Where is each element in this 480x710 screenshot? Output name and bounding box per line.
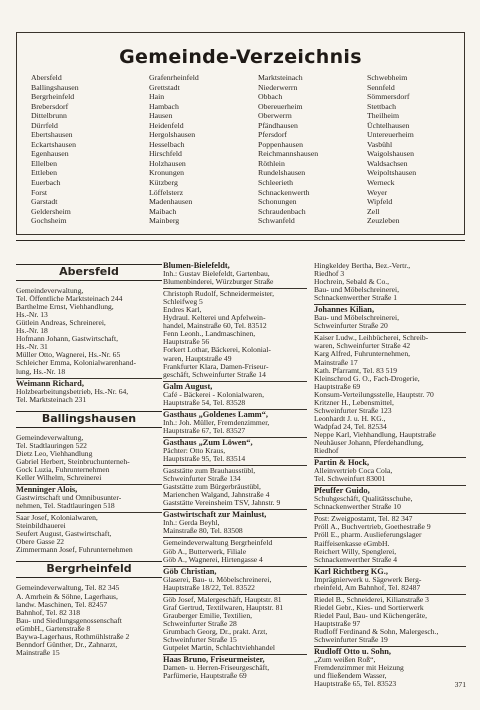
listing-line: Inh.: Joh. Müller, Fremdenzimmer, [163, 418, 270, 427]
spacer [16, 554, 162, 559]
listing-line: Keller Wilhelm, Schreinerei [16, 473, 102, 482]
listing-line: Tel. Öffentliche Marktsteinach 244 [16, 295, 123, 304]
listing-line: Gock Luzia, Fuhrunternehmen [16, 465, 110, 474]
entry-divider [314, 566, 466, 567]
section-heading: Ballingshausen [16, 411, 162, 428]
listing-line: „Zum weißen Roß“, [314, 656, 376, 665]
listing-line: Café - Bäckerei - Kolonialwaren, [163, 390, 264, 399]
directory-entry: Maibach [149, 206, 177, 216]
listing-line: Schnackenwerther Straße 4 [314, 555, 398, 564]
listing-line: und fließendem Wasser, [314, 672, 387, 681]
listing-line: Baywa-Lagerhaus, Rothmühlstraße 2 [16, 632, 130, 641]
listing-line: Pröll E., pharm. Auslieferungslager [314, 531, 422, 540]
listing-line: Göb Josef, Malergeschäft, Hauptstr. 81 [163, 595, 282, 604]
listing-line: Saar Josef, Kolonialwaren, [16, 514, 98, 523]
directory-entry: Ettleben [31, 168, 57, 178]
listing-line: Schweinfurter Straße 134 [163, 475, 241, 484]
listing-line: Gaststätte zum Brauhausstübl, [163, 467, 256, 476]
directory-entry: Hirschfeld [149, 149, 182, 159]
directory-entry: Obereuerheim [258, 101, 303, 111]
directory-entry: Egenhausen [31, 149, 69, 159]
business-name: Gastwirtschaft zur Mainlust, [163, 511, 267, 520]
listing-line: Kleinschrod G. O., Fach-Drogerie, [314, 374, 420, 383]
directory-entry: Schleerieth [258, 178, 294, 188]
header-rule [16, 240, 465, 241]
business-name: Weimann Richard, [16, 379, 84, 388]
listing-line: rheinfeld, Am Bahnhof, Tel. 82487 [314, 583, 421, 592]
listing-line: Post: Zweigpostamt, Tel. 82 347 [314, 515, 413, 524]
listing-line: Gastwirtschaft und Omnibusunter- [16, 494, 122, 503]
listing-line: Kath. Pfarramt, Tel. 83 519 [314, 366, 398, 375]
directory-entry: Ballingshausen [31, 82, 79, 92]
directory-entry: Abersfeld [31, 73, 62, 82]
listing-line: Schleifweg 5 [163, 298, 203, 307]
directory-entry: Üchtelhausen [367, 120, 410, 130]
directory-entry: Madenhausen [149, 197, 193, 207]
listing-line: Schnackenwerther Straße 10 [314, 503, 401, 512]
listing-line: Dietz Leo, Viehhandlung [16, 449, 93, 458]
directory-entry: Grettstadt [149, 82, 180, 92]
listing-line: Hs.-Nr. 13 [16, 311, 48, 320]
directory-entry: Zeuzleben [367, 216, 400, 226]
directory-entry: Ellelben [31, 158, 57, 168]
listing-line: Parfümerie, Hauptstraße 69 [163, 672, 247, 681]
listing-line: nehmen, Tel. Stadtlauringen 518 [16, 502, 115, 511]
listing-line: lung, Hs.-Nr. 18 [16, 367, 66, 376]
listing-line: Obere Gasse 22 [16, 538, 65, 547]
listing-line: Holzbearbeitungsbetrieb, Hs.-Nr. 64, [16, 387, 129, 396]
listing-line: landw. Maschinen, Tel. 82457 [16, 600, 108, 609]
listing-line: Benndorf Günther, Dr., Zahnarzt, [16, 640, 118, 649]
directory-entry: Hesselbach [149, 139, 185, 149]
section-heading: Abersfeld [16, 264, 162, 281]
listing-line: Inh.: Gustav Bielefeldt, Gartenbau, [163, 270, 270, 279]
listing-line: Hs.-Nr. 31 [16, 343, 48, 352]
listing-line: Mainstraße 15 [16, 648, 60, 657]
directory-entry: Obbach [258, 92, 283, 102]
entry-divider [314, 594, 466, 595]
listing-line: Leonhardt J. u. H. KG., [314, 414, 386, 423]
directory-entry: Oberwerrn [258, 111, 292, 121]
listing-line: Wadpfad 24, Tel. 82534 [314, 422, 387, 431]
listing-line: Kritzner H., Lebensmittel, [314, 398, 394, 407]
listing-line: Hauptstraße 54, Tel. 83528 [163, 398, 246, 407]
entry-divider [163, 509, 307, 510]
listing-line: A. Amrhein & Söhne, Lagerhaus, [16, 592, 118, 601]
listing-line: Steinbildhauerei [16, 522, 66, 531]
listing-line: Hauptstraße 69 [314, 382, 361, 391]
directory-entry: Weipoltshausen [367, 168, 417, 178]
directory-entry: Weyer [367, 187, 388, 197]
listing-column-1 [16, 262, 162, 657]
listing-line: Alleinvertrieb Coca Cola, [314, 467, 393, 476]
directory-column-1 [31, 73, 79, 226]
directory-entry: Schnackenwerth [258, 187, 310, 197]
listing-line: waren, Schweinfurter Straße 42 [314, 342, 411, 351]
listing-line: Glaserei, Bau- u. Möbelschreinerei, [163, 575, 272, 584]
entry-divider [163, 381, 307, 382]
listing-line: Hauptstraße 97 [314, 619, 361, 628]
directory-entry: Waldsachsen [367, 158, 408, 168]
listing-line: Reichert Willy, Spenglerei, [314, 547, 397, 556]
spacer [16, 404, 162, 409]
business-name: Rudloff Otto u. Sohn, [314, 648, 392, 657]
directory-entry: Untereuerheim [367, 130, 414, 140]
page-number: 371 [454, 680, 466, 689]
section-heading: Bergrheinfeld [16, 561, 162, 578]
listing-line: Riedel B., Schneiderei, Kilianstraße 3 [314, 595, 429, 604]
listing-line: Riedel Paul, Bau- und Küchengeräte, [314, 611, 428, 620]
listing-line: Schweinfurter Straße 20 [314, 322, 388, 331]
listing-line: Marienchen Walgand, Jahnstraße 4 [163, 491, 270, 500]
listing-line: Riedhof [314, 447, 339, 456]
listing-line: Endres Karl, [163, 306, 202, 315]
listing-line: Grumbach Georg, Dr., prakt. Arzt, [163, 627, 268, 636]
directory-entry: Löffelsterz [149, 187, 184, 197]
listing-line: handel, Mainstraße 60, Tel. 83512 [163, 322, 267, 331]
directory-entry: Waigolshausen [367, 149, 415, 159]
directory-entry: Brebersdorf [31, 101, 69, 111]
directory-entry: Marktsteinach [258, 73, 303, 82]
business-name: Blumen-Bielefeldt, [163, 262, 230, 270]
listing-line: Schweinfurter Straße 123 [314, 406, 392, 415]
directory-title: Gemeinde-Verzeichnis [119, 46, 362, 68]
directory-entry: Poppenhausen [258, 139, 304, 149]
directory-entry: Schraudenbach [258, 206, 306, 216]
listing-line: Neuhäuser Johann, Pferdehandlung, [314, 438, 424, 447]
directory-entry: Hambach [149, 101, 179, 111]
directory-entry: Hausen [149, 111, 173, 121]
listing-line: Gemeindeverwaltung, Tel. 82 345 [16, 584, 120, 593]
directory-entry: Bergrheinfeld [31, 92, 75, 102]
listing-line: Bau- und Möbelschreinerei, [314, 314, 399, 323]
listing-line: Fremdenzimmer mit Heizung [314, 664, 404, 673]
directory-entry: Schwebheim [367, 73, 408, 82]
business-name: Pfeuffer Guido, [314, 487, 370, 496]
directory-column-2 [149, 73, 199, 226]
entry-divider [163, 566, 307, 567]
business-name: Partin & Hock, [314, 459, 370, 468]
listing-line: Hauptstraße 18/22, Tel. 83522 [163, 583, 255, 592]
directory-entry: Mainberg [149, 216, 180, 226]
directory-entry: Vasbühl [367, 139, 393, 149]
listing-line: Hofmann Johann, Gastwirtschaft, [16, 335, 119, 344]
listing-line: Mainstraße 17 [314, 358, 358, 367]
directory-entry: Eckartshausen [31, 139, 77, 149]
listing-line: Tel. Marktsteinach 231 [16, 395, 87, 404]
directory-entry: Schwanfeld [258, 216, 295, 226]
entry-divider [314, 513, 466, 514]
directory-entry: Ebertshausen [31, 130, 73, 140]
listing-line: Hauptstraße 65, Tel. 83523 [314, 680, 397, 689]
listing-line: Gütlein Andreas, Schreinerei, [16, 319, 106, 328]
listing-line: Bau- und Möbelschreinerei, [314, 286, 399, 295]
directory-entry: Dürrfeld [31, 120, 58, 130]
entry-divider [163, 594, 307, 595]
listing-line: Schweinfurter Straße 28 [163, 619, 237, 628]
directory-entry: Röthlein [258, 158, 285, 168]
listing-line: Inh.: Gerda Beyhl, [163, 519, 220, 528]
business-name: Göb Christian, [163, 567, 217, 576]
listing-line: Konsum-Verteilungsstelle, Hauptstr. 70 [314, 390, 434, 399]
listing-line: Schweinfurter Straße 19 [314, 636, 388, 645]
directory-entry: Garstadt [31, 197, 58, 207]
listing-line: geschäft, Schweinfurter Straße 14 [163, 370, 266, 379]
listing-line: eGmbH., Gartenstraße 8 [16, 624, 91, 633]
directory-entry: Grafenrheinfeld [149, 73, 199, 82]
entry-divider [314, 457, 466, 458]
listing-line: Imprägnierwerk u. Sägewerk Berg- [314, 575, 422, 584]
listing-line: Blumenbinderei, Würzburger Straße [163, 278, 274, 287]
listing-line: Gemeindeverwaltung, [16, 287, 84, 296]
directory-entry: Gochsheim [31, 216, 67, 226]
listing-column-3 [314, 262, 466, 688]
listing-line: Karg Alfred, Fuhrunternehmen, [314, 350, 411, 359]
business-name: Gasthaus „Zum Löwen“, [163, 438, 253, 447]
directory-box [16, 32, 465, 235]
directory-entry: Dittelbrunn [31, 111, 67, 121]
listing-line: Tel. Stadtlauringen 522 [16, 441, 87, 450]
directory-entry: Pfändhausen [258, 120, 298, 130]
entry-divider [314, 332, 466, 333]
listing-line: Hauptstraße 67, Tel. 83527 [163, 426, 246, 435]
listing-line: Frankfurter Klara, Damen-Friseur- [163, 362, 269, 371]
listing-line: waren, Hauptstraße 49 [163, 354, 232, 363]
listing-line: Forkert Lothar, Bäckerei, Kolonial- [163, 346, 271, 355]
listing-line: Gemeindeverwaltung, [16, 433, 84, 442]
business-name: Haas Bruno, Friseurmeister, [163, 656, 265, 665]
directory-entry: Niederwerrn [258, 82, 298, 92]
directory-entry: Geldersheim [31, 206, 71, 216]
business-name: Galm August, [163, 382, 213, 391]
listing-line: Damen- u. Herren-Friseurgeschäft, [163, 664, 270, 673]
entry-divider [163, 409, 307, 410]
directory-entry: Holzhausen [149, 158, 186, 168]
directory-entry: Sömmersdorf [367, 92, 410, 102]
listing-line: Zimmermann Josef, Fuhrunternehmen [16, 546, 133, 555]
listing-line: Gaststätte Vereinsheim TSV, Jahnstr. 9 [163, 499, 281, 508]
directory-entry: Theilheim [367, 111, 400, 121]
directory-entry: Zell [367, 206, 380, 216]
listing-line: Hauptstraße 56 [163, 338, 210, 347]
listing-line: Göb A., Wagnerei, Hirtengasse 4 [163, 555, 263, 564]
entry-divider [314, 485, 466, 486]
listing-line: Kaiser Ludw., Leihbücherei, Schreib- [314, 334, 429, 343]
listing-line: Raiffeisenkasse eGmbH. [314, 539, 390, 548]
directory-entry: Hain [149, 92, 165, 102]
listing-line: Schleicher Emma, Kolonialwarenhand- [16, 359, 136, 368]
business-name: Menninger Alois, [16, 486, 78, 495]
listing-line: Hingkeldey Bertha, Bez.-Vertr., [314, 262, 411, 270]
listing-line: Tel. Schweinfurt 83001 [314, 475, 386, 484]
listing-line: Riedel Gebr., Kies- und Sortierwerk [314, 603, 424, 612]
directory-entry: Heidenfeld [149, 120, 184, 130]
directory-entry: Pfersdorf [258, 130, 288, 140]
entry-divider [314, 304, 466, 305]
listing-line: Gaststätte zum Bürgerbräustübl, [163, 483, 261, 492]
entry-divider [163, 437, 307, 438]
directory-entry: Rundelshausen [258, 168, 306, 178]
entry-divider [163, 465, 307, 466]
listing-line: Barthelme Ernst, Viehhandlung, [16, 303, 114, 312]
listing-line: Fenn Leonh., Landmaschinen, [163, 330, 256, 339]
listing-line: Graf Gertrud, Textilwaren, Hauptstr. 81 [163, 603, 284, 612]
listing-line: Grauberger Emilie, Textilien, [163, 611, 253, 620]
directory-column-3 [258, 73, 318, 226]
entry-divider [16, 512, 162, 513]
listing-line: Müller Otto, Wagnerei, Hs.-Nr. 65 [16, 351, 121, 360]
listing-line: Bau- und Siedlungsgenossenschaft [16, 616, 122, 625]
directory-entry: Forst [31, 187, 48, 197]
directory-entry: Stettbach [367, 101, 397, 111]
entry-divider [163, 654, 307, 655]
directory-entry: Euerbach [31, 178, 61, 188]
listing-line: Schuhgeschäft, Qualitätsschuhe, [314, 495, 413, 504]
listing-line: Hauptstraße 95, Tel. 83514 [163, 455, 246, 464]
directory-entry: Sennfeld [367, 82, 395, 92]
entry-divider [16, 484, 162, 485]
directory-entry: Kronungen [149, 168, 185, 178]
entry-divider [163, 537, 307, 538]
directory-entry: Werneck [367, 178, 395, 188]
listing-column-2 [163, 262, 307, 680]
listing-line: Seufert August, Gastwirtschaft, [16, 530, 112, 539]
listing-line: Gemeindeverwaltung Bergrheinfeld [163, 539, 273, 548]
directory-entry: Wipfeld [367, 197, 393, 207]
listing-line: Göb A., Butterwerk, Filiale [163, 547, 247, 556]
listing-line: Hs.-Nr. 18 [16, 327, 48, 336]
listing-line: Neppe Karl, Viehhandlung, Hauptstraße [314, 430, 436, 439]
directory-entry: Kützberg [149, 178, 178, 188]
business-name: Johannes Kilian, [314, 306, 375, 315]
listing-line: Riedhof 3 [314, 270, 345, 279]
listing-line: Gutpelet Martin, Schlachtviehhandel [163, 644, 275, 653]
listing-line: Rudloff Ferdinand & Sohn, Malergesch., [314, 627, 439, 636]
directory-entry: Schonungen [258, 197, 297, 207]
listing-line: Gabriel Herbert, Steinbruchunterneh- [16, 457, 130, 466]
directory-entry: Hergolshausen [149, 130, 196, 140]
listing-line: Schweinfurter Straße 15 [163, 635, 237, 644]
directory-entry: Reichmannshausen [258, 149, 319, 159]
entry-divider [163, 288, 307, 289]
business-name: Gasthaus „Goldenes Lamm“, [163, 410, 268, 419]
directory-column-4 [367, 73, 416, 226]
listing-line: Schnackenwerther Straße 1 [314, 294, 398, 303]
business-name: Karl Richtberg KG., [314, 567, 388, 576]
listing-line: Christoph Rudolf, Schneidermeister, [163, 290, 275, 299]
listing-line: Mainstraße 80, Tel. 83508 [163, 527, 243, 536]
entry-divider [16, 378, 162, 379]
listing-line: Hochrein, Sebald & Co., [314, 278, 390, 287]
listing-line: Pröll A., Buchvertrieb, Goethestraße 9 [314, 523, 431, 532]
listing-line: Bahnhof, Tel. 82 318 [16, 608, 81, 617]
entry-divider [314, 646, 466, 647]
listing-line: Pächter: Otto Kraus, [163, 446, 226, 455]
listing-line: Hydraul. Kelterei und Apfelwein- [163, 314, 266, 323]
